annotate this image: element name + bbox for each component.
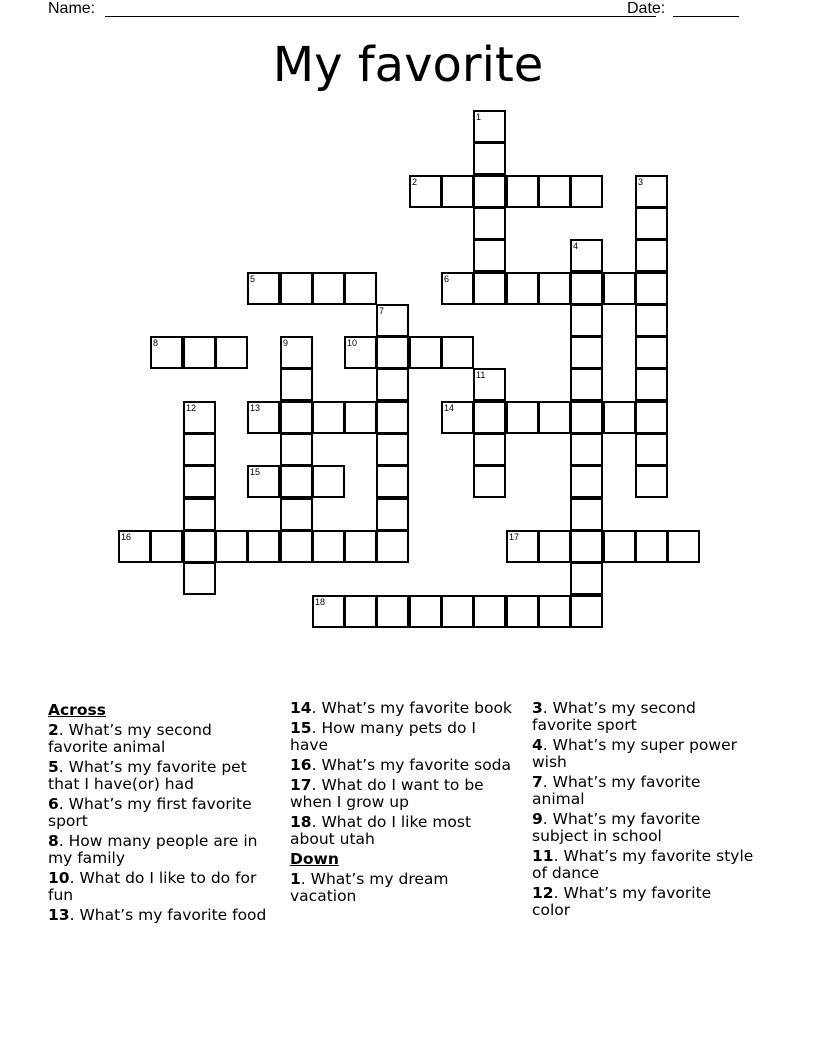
grid-cell[interactable] [344,272,377,305]
page-title: My favorite [272,37,544,93]
clue-number: 2 [412,177,418,187]
clue-item-number: 12 [532,884,554,902]
clue-item-number: 2 [48,721,59,739]
grid-cell[interactable] [344,530,377,563]
clue-item-number: 11 [532,847,554,865]
clue-item: 13. What’s my favorite food [48,906,267,924]
clue-item-text: What’s my favorite animal [532,773,701,808]
grid-cell[interactable] [603,401,636,434]
clue-item-text: What’s my dream vacation [290,870,449,905]
clue-item-text: What’s my favorite food [79,906,267,924]
grid-cell[interactable] [570,368,603,401]
clue-item: 15. How many pets do I have [290,719,476,754]
grid-cell[interactable] [312,401,345,434]
clue-number: 4 [573,241,579,251]
grid-cell[interactable] [635,433,668,466]
grid-cell[interactable] [473,595,506,628]
grid-cell[interactable] [376,401,409,434]
grid-cell[interactable] [506,272,539,305]
clue-column-2 [290,700,512,908]
grid-cell[interactable] [473,368,506,401]
grid-cell[interactable] [312,595,345,628]
grid-cell[interactable] [183,336,216,369]
clue-item: 16. What’s my favorite soda [290,756,512,774]
clue-item-text: How many pets do I have [290,719,476,754]
grid-cell[interactable] [150,530,183,563]
grid-cell[interactable] [538,530,571,563]
grid-cell[interactable] [312,465,345,498]
grid-cell[interactable] [603,272,636,305]
clue-item-number: 7 [532,773,543,791]
clue-number: 16 [121,532,132,542]
grid-cell[interactable] [506,175,539,208]
grid-cell[interactable] [376,465,409,498]
grid-cell[interactable] [183,562,216,595]
clue-item-number: 6 [48,795,59,813]
grid-cell[interactable] [473,175,506,208]
clue-item: 18. What do I like most about utah [290,813,472,848]
grid-cell[interactable] [280,336,313,369]
grid-cell[interactable] [247,465,280,498]
clue-item-number: 18 [290,813,312,831]
grid-cell[interactable] [409,175,442,208]
across-heading: Across [48,701,106,719]
clue-number: 13 [250,403,261,413]
grid-cell[interactable] [570,562,603,595]
grid-cell[interactable] [247,272,280,305]
clue-number: 10 [347,338,358,348]
clue-item-text: What’s my favorite subject in school [532,810,701,845]
clue-number: 12 [186,403,197,413]
clue-item-text: What’s my favorite style of dance [532,847,754,882]
grid-cell[interactable] [247,530,280,563]
clue-number: 7 [379,306,385,316]
clue-item: 2. What’s my second favorite animal [48,721,212,756]
clue-item: 3. What’s my second favorite sport [532,699,696,734]
clue-item-number: 14 [290,699,312,717]
grid-cell[interactable] [635,465,668,498]
grid-cell[interactable] [635,368,668,401]
clue-number: 6 [444,274,450,284]
grid-cell[interactable] [570,304,603,337]
clue-item-text: What’s my second favorite sport [532,699,696,734]
clue-item-number: 17 [290,776,312,794]
clue-item: 8. How many people are in my family [48,832,258,867]
grid-cell[interactable] [473,433,506,466]
grid-cell[interactable] [441,272,474,305]
clue-number: 5 [250,274,256,284]
grid-cell[interactable] [667,530,700,563]
clue-number: 9 [283,338,289,348]
clue-number: 15 [250,467,261,477]
clue-item: 1. What’s my dream vacation [290,870,449,905]
grid-cell[interactable] [280,465,313,498]
clue-item-number: 10 [48,869,70,887]
clue-item: 5. What’s my favorite pet that I have(or) had [48,758,247,793]
grid-cell[interactable] [280,498,313,531]
clue-item-text: How many people are in my family [48,832,258,867]
grid-cell[interactable] [441,595,474,628]
grid-cell[interactable] [570,401,603,434]
clue-item-number: 15 [290,719,312,737]
grid-cell[interactable] [570,175,603,208]
grid-cell[interactable] [183,530,216,563]
grid-cell[interactable] [506,530,539,563]
grid-cell[interactable] [280,272,313,305]
grid-cell[interactable] [376,368,409,401]
grid-cell[interactable] [473,207,506,240]
date-label: Date: [627,0,666,17]
clue-item-text: What do I want to be when I grow up [290,776,484,811]
grid-cell[interactable] [215,530,248,563]
grid-cell[interactable] [570,433,603,466]
grid-cell[interactable] [570,465,603,498]
grid-cell[interactable] [538,175,571,208]
grid-cell[interactable] [635,530,668,563]
clue-item-text: What’s my favorite soda [321,756,512,774]
grid-cell[interactable] [538,595,571,628]
clue-column-1 [48,700,270,927]
clue-number: 18 [315,597,326,607]
grid-cell[interactable] [312,272,345,305]
grid-cell[interactable] [570,336,603,369]
grid-cell[interactable] [183,433,216,466]
grid-cell[interactable] [409,595,442,628]
grid-cell[interactable] [312,530,345,563]
grid-cell[interactable] [376,498,409,531]
clue-item-text: What’s my favorite color [532,884,712,919]
clue-item-number: 16 [290,756,312,774]
grid-cell[interactable] [538,401,571,434]
clue-item-text: What do I like most about utah [290,813,472,848]
clue-item: 4. What’s my super power wish [532,736,737,771]
grid-cell[interactable] [376,304,409,337]
grid-cell[interactable] [506,401,539,434]
grid-cell[interactable] [280,433,313,466]
clue-item: 6. What’s my first favorite sport [48,795,252,830]
clue-item-number: 13 [48,906,70,924]
clue-number: 14 [444,403,455,413]
grid-cell[interactable] [506,595,539,628]
grid-cell[interactable] [570,498,603,531]
clue-item-text: What do I like to do for fun [48,869,257,904]
grid-cell[interactable] [635,272,668,305]
clue-number: 3 [638,177,644,187]
grid-cell[interactable] [118,530,151,563]
clue-number: 11 [476,370,486,380]
clue-item: 17. What do I want to be when I grow up [290,776,484,811]
grid-cell[interactable] [183,498,216,531]
clue-item-number: 9 [532,810,543,828]
clue-item: 7. What’s my favorite animal [532,773,701,808]
clue-item: 14. What’s my favorite book [290,699,512,717]
grid-cell[interactable] [473,142,506,175]
grid-cell[interactable] [150,336,183,369]
grid-cell[interactable] [570,239,603,272]
clue-item-text: What’s my favorite pet that I have(or) had [48,758,247,793]
clue-item: 11. What’s my favorite style of dance [532,847,754,882]
grid-cell[interactable] [635,239,668,272]
clue-number: 17 [509,532,520,542]
clue-item: 10. What do I like to do for fun [48,869,257,904]
grid-cell[interactable] [280,368,313,401]
grid-cell[interactable] [344,336,377,369]
clue-item-number: 1 [290,870,301,888]
clue-item: 12. What’s my favorite color [532,884,712,919]
grid-cell[interactable] [473,272,506,305]
clue-column-3 [532,700,754,922]
grid-cell[interactable] [441,175,474,208]
grid-cell[interactable] [473,401,506,434]
grid-cell[interactable] [280,530,313,563]
clue-item-text: What’s my first favorite sport [48,795,252,830]
grid-cell[interactable] [441,401,474,434]
grid-cell[interactable] [538,272,571,305]
clue-number: 1 [476,112,482,122]
clue-item-text: What’s my favorite book [321,699,512,717]
clue-item-text: What’s my second favorite animal [48,721,212,756]
grid-cell[interactable] [183,465,216,498]
grid-cell[interactable] [280,401,313,434]
clue-item-number: 3 [532,699,543,717]
grid-cell[interactable] [376,336,409,369]
grid-cell[interactable] [441,336,474,369]
grid-cell[interactable] [473,110,506,143]
clue-item-text: What’s my super power wish [532,736,737,771]
grid-cell[interactable] [376,530,409,563]
grid-cell[interactable] [635,304,668,337]
grid-cell[interactable] [376,433,409,466]
grid-cell[interactable] [635,336,668,369]
grid-cell[interactable] [635,175,668,208]
grid-cell[interactable] [635,401,668,434]
clue-item-number: 4 [532,736,543,754]
grid-cell[interactable] [473,465,506,498]
grid-cell[interactable] [344,595,377,628]
grid-cell[interactable] [570,272,603,305]
clue-item-number: 8 [48,832,59,850]
grid-cell[interactable] [409,336,442,369]
grid-cell[interactable] [247,401,280,434]
clue-item: 9. What’s my favorite subject in school [532,810,701,845]
grid-cell[interactable] [603,530,636,563]
clue-number: 8 [153,338,159,348]
grid-cell[interactable] [183,401,216,434]
clue-item-number: 5 [48,758,59,776]
grid-cell[interactable] [215,336,248,369]
grid-cell[interactable] [473,239,506,272]
grid-cell[interactable] [635,207,668,240]
grid-cell[interactable] [376,595,409,628]
down-heading: Down [290,850,339,868]
grid-cell[interactable] [570,595,603,628]
grid-cell[interactable] [570,530,603,563]
grid-cell[interactable] [344,401,377,434]
name-label: Name: [48,0,96,17]
